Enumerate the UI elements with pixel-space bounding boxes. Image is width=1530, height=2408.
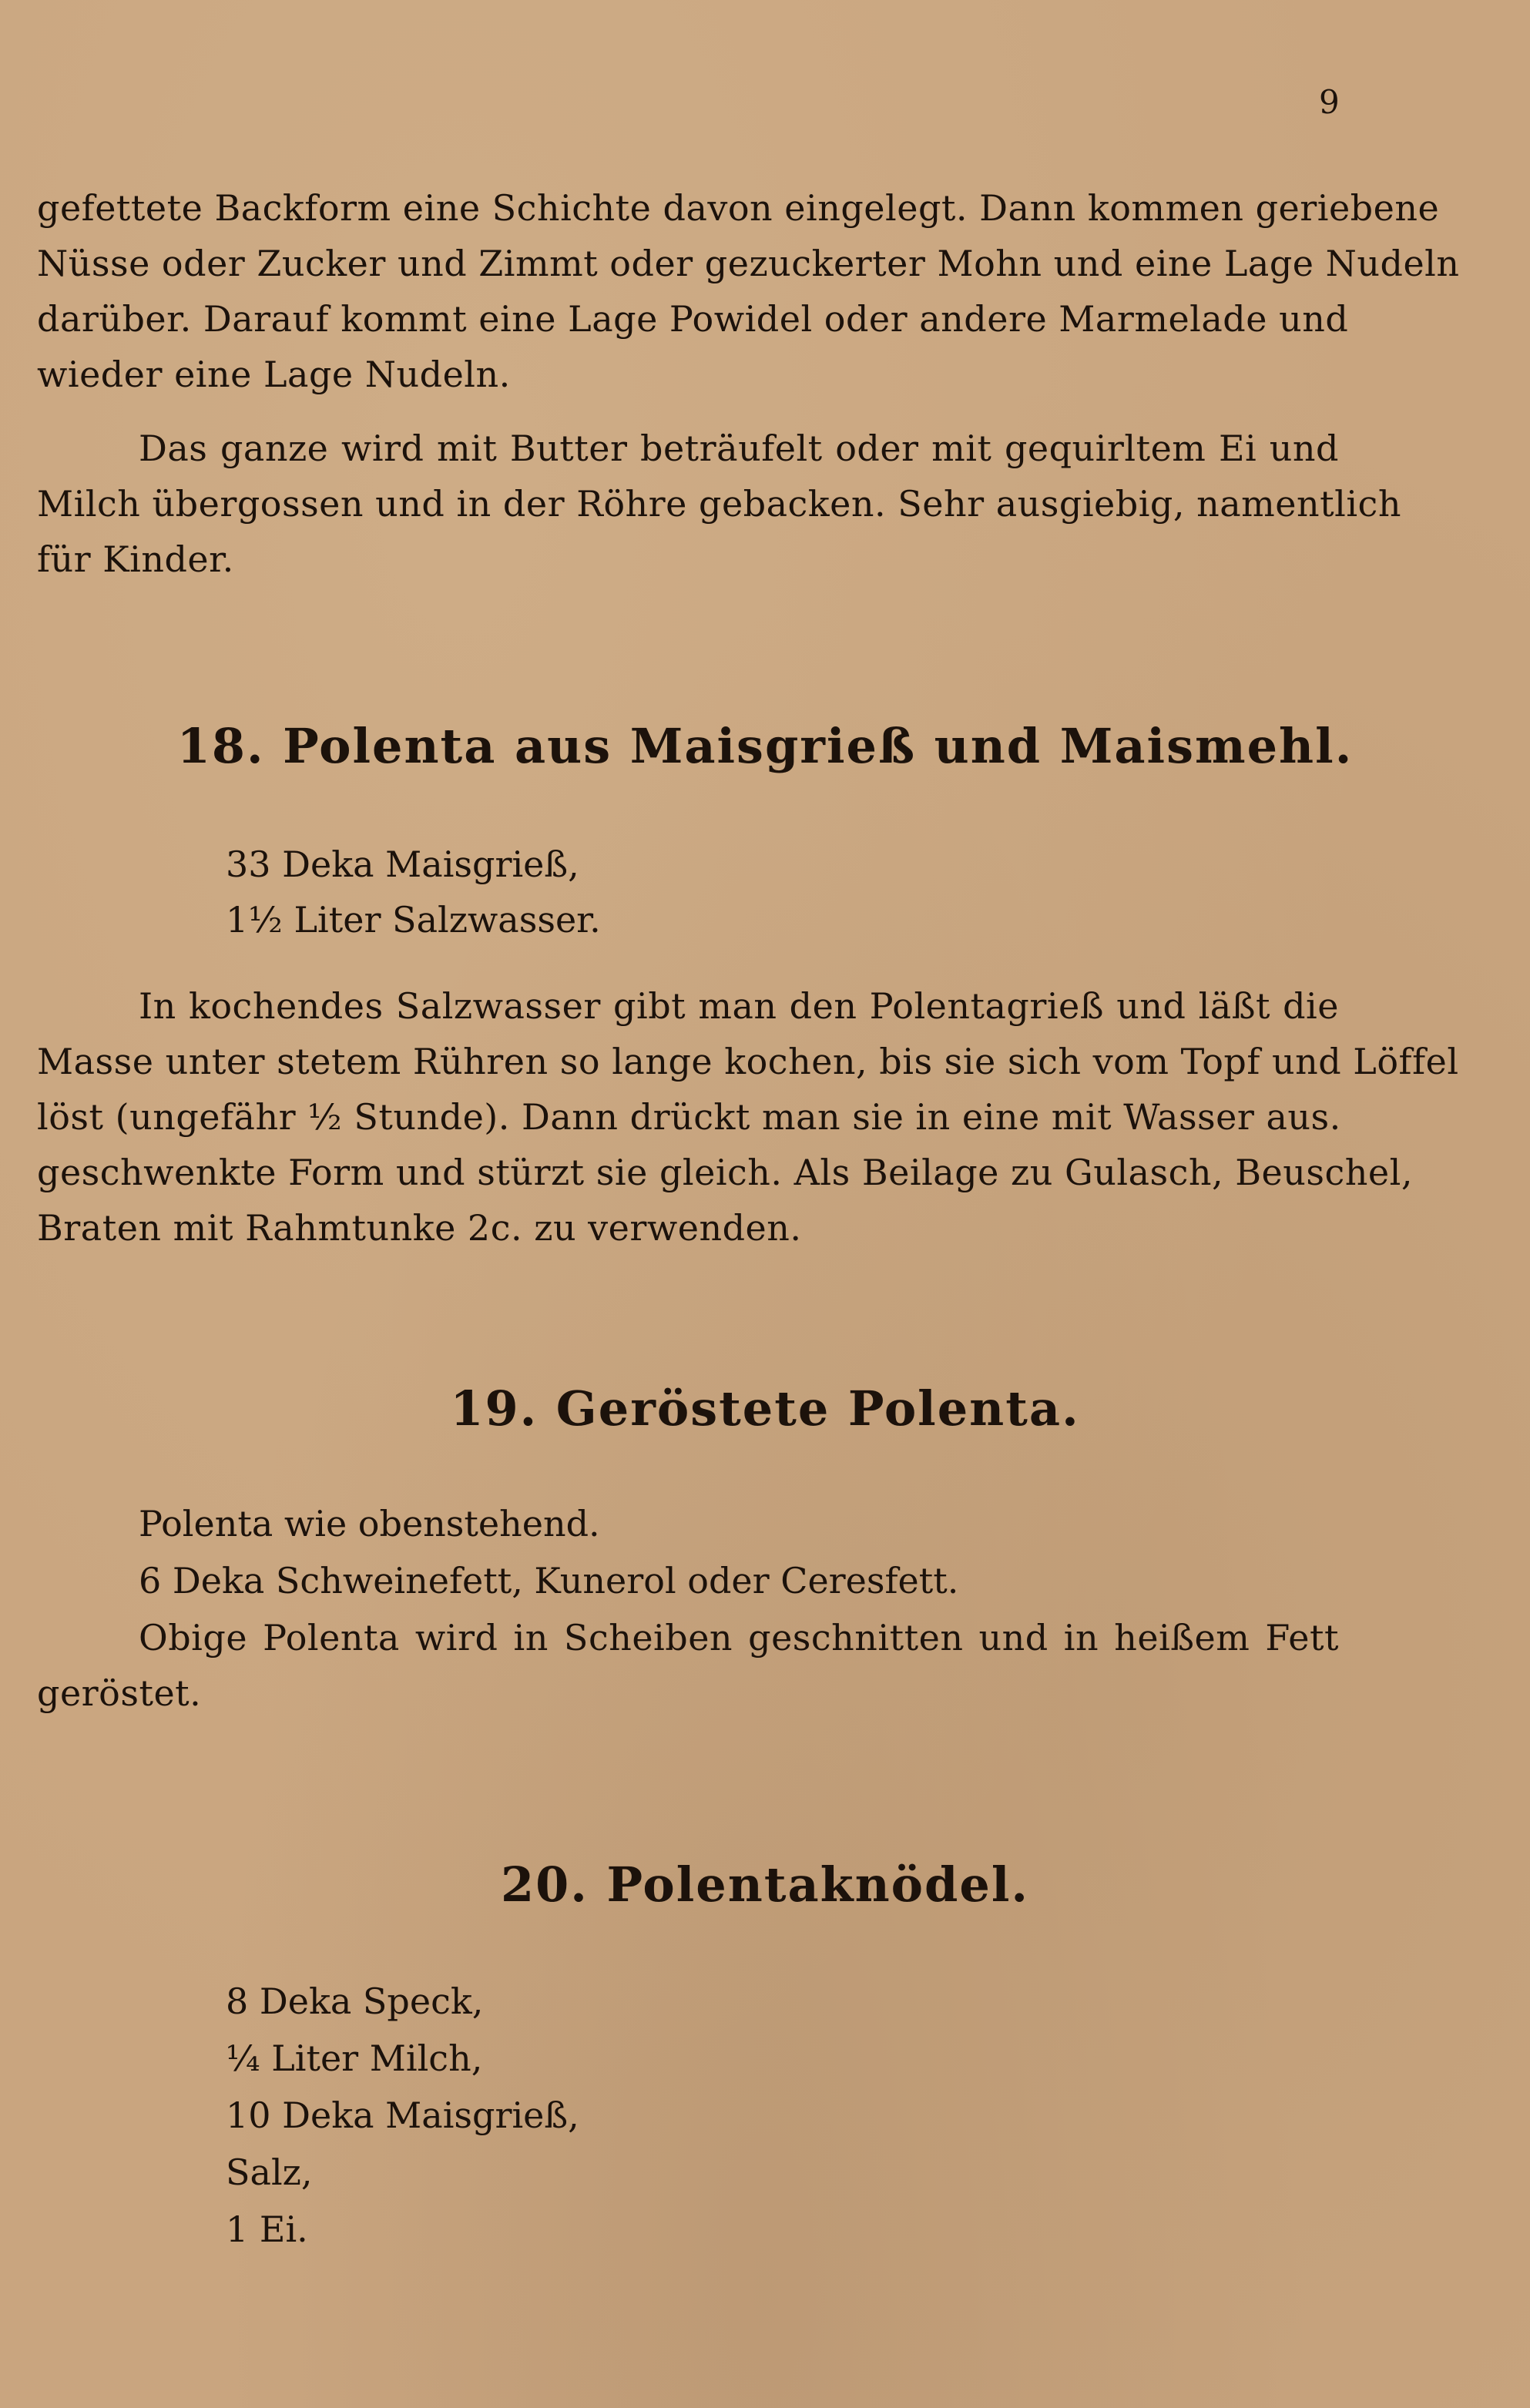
- recipe-19-title: 19. Geröstete Polenta.: [450, 1380, 1080, 1437]
- recipe-18-text: Masse unter stetem Rühren so lange kochen, bis sie sich vom Topf und Löffel: [37, 1041, 1459, 1082]
- intro-line: für Kinder.: [37, 538, 234, 580]
- intro-line: gefettete Backform eine Schichte davon eingelegt. Dann kommen geriebene: [37, 187, 1440, 229]
- ingredient: Polenta wie obenstehend.: [139, 1503, 600, 1544]
- intro-line: Milch übergossen und in der Röhre gebacken. Sehr ausgiebig, namentlich: [37, 483, 1401, 525]
- ingredient: ¼ Liter Milch,: [226, 2037, 483, 2079]
- recipe-18-text: Braten mit Rahmtunke 2c. zu verwenden.: [37, 1207, 802, 1249]
- ingredient: 8 Deka Speck,: [226, 1980, 484, 2022]
- ingredient: Salz,: [226, 2151, 313, 2193]
- recipe-19-text: geröstet.: [37, 1672, 202, 1714]
- page-number: 9: [1319, 83, 1340, 121]
- intro-line: darüber. Darauf kommt eine Lage Powidel oder andere Marmelade und: [37, 298, 1349, 340]
- ingredient: 6 Deka Schweinefett, Kunerol oder Ceresfett.: [139, 1560, 959, 1601]
- intro-line: Nüsse oder Zucker und Zimmt oder gezuckerter Mohn und eine Lage Nudeln: [37, 243, 1460, 284]
- intro-line: Das ganze wird mit Butter beträufelt oder mit gequirltem Ei und: [139, 428, 1339, 469]
- recipe-18-text: In kochendes Salzwasser gibt man den Polentagrieß und läßt die: [139, 985, 1339, 1027]
- intro-line: wieder eine Lage Nudeln.: [37, 354, 511, 395]
- recipe-18-title: 18. Polenta aus Maisgrieß und Maismehl.: [176, 718, 1354, 774]
- ingredient: 1 Ei.: [226, 2208, 308, 2250]
- ingredient: 1½ Liter Salzwasser.: [226, 899, 601, 941]
- recipe-20-title: 20. Polentaknödel.: [501, 1856, 1029, 1913]
- recipe-18-text: löst (ungefähr ½ Stunde). Dann drückt man sie in eine mit Wasser aus.: [37, 1096, 1341, 1138]
- recipe-18-text: geschwenkte Form und stürzt sie gleich. Als Beilage zu Gulasch, Beuschel,: [37, 1152, 1413, 1193]
- ingredient: 33 Deka Maisgrieß,: [226, 843, 579, 885]
- recipe-19-text: Obige Polenta wird in Scheiben geschnitten und in heißem Fett: [139, 1617, 1339, 1658]
- ingredient: 10 Deka Maisgrieß,: [226, 2094, 579, 2136]
